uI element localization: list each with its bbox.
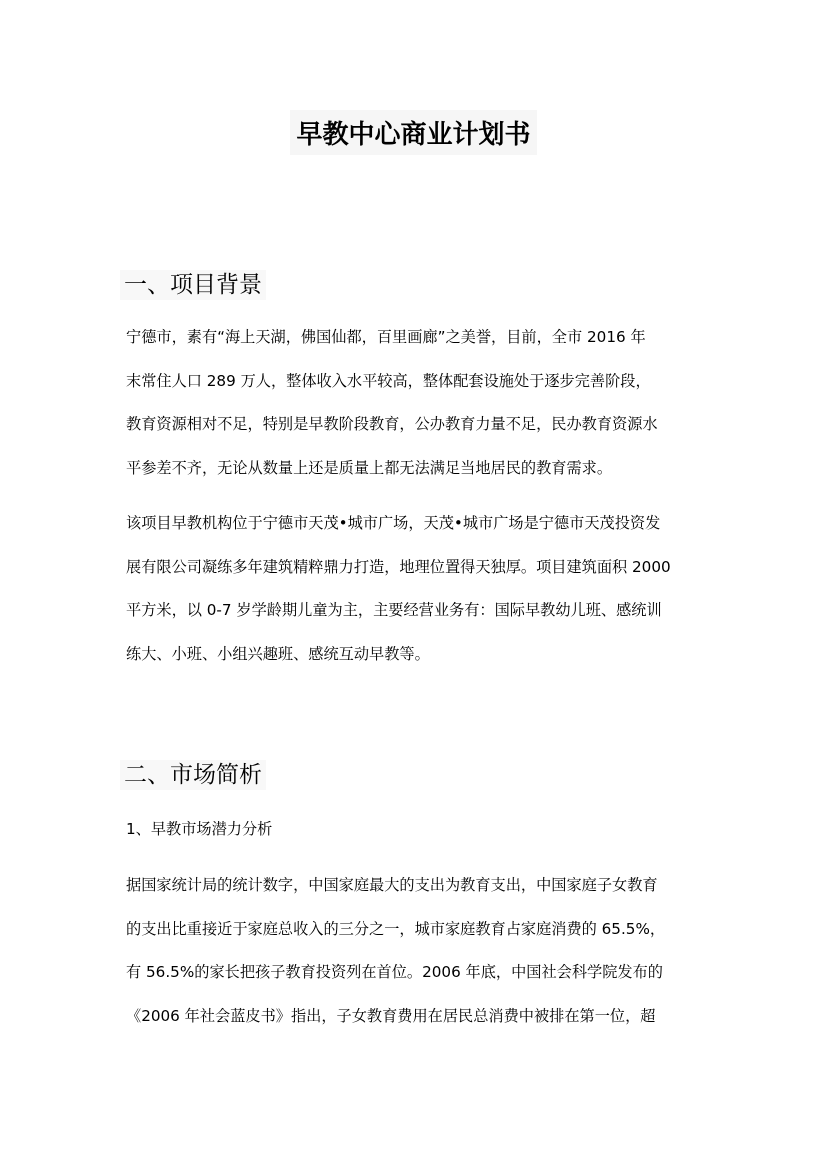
subheading-market-potential: 1、早教市场潜力分析 [126, 820, 273, 838]
document-title [0, 110, 827, 155]
paragraph-line: 有 56.5%的家长把孩子教育投资列在首位。2006 年底，中国社会科学院发布的 [126, 963, 663, 981]
paragraph-line: 平方米，以 0-7 岁学龄期儿童为主，主要经营业务有：国际早教幼儿班、感统训 [126, 601, 662, 619]
paragraph-line: 练大、小班、小组兴趣班、感统互动早教等。 [126, 644, 430, 663]
paragraph-background-2 [126, 502, 712, 676]
paragraph-line: 据国家统计局的统计数字，中国家庭最大的支出为教育支出，中国家庭子女教育 [126, 876, 658, 894]
paragraph-line: 《2006 年社会蓝皮书》指出，子女教育费用在居民总消费中被排在第一位，超 [126, 1006, 656, 1025]
paragraph-line: 的支出比重接近于家庭总收入的三分之一，城市家庭教育占家庭消费的 65.5%， [126, 919, 666, 938]
section-heading-background [120, 266, 266, 299]
document-title-text: 早教中心商业计划书 [290, 110, 536, 155]
paragraph-line: 教育资源相对不足，特别是早教阶段教育，公办教育力量不足，民办教育资源水 [126, 415, 658, 433]
paragraph-line: 展有限公司凝练多年建筑精粹鼎力打造，地理位置得天独厚。项目建筑面积 2000 [126, 557, 671, 576]
section-heading-market-text: 二、市场简析 [120, 760, 266, 790]
paragraph-line: 宁德市，素有“海上天湖，佛国仙都，百里画廊”之美誉，目前，全市 2016 年 [126, 328, 646, 346]
section-heading-background-text: 一、项目背景 [120, 270, 266, 300]
section-heading-market [120, 756, 266, 789]
paragraph-background-1 [126, 316, 712, 490]
paragraph-market-1 [126, 864, 712, 1038]
paragraph-line: 该项目早教机构位于宁德市天茂•城市广场，天茂•城市广场是宁德市天茂投资发 [126, 514, 661, 532]
paragraph-line: 末常住人口 289 万人，整体收入水平较高，整体配套设施处于逐步完善阶段， [126, 371, 651, 390]
paragraph-line: 平参差不齐，无论从数量上还是质量上都无法满足当地居民的教育需求。 [126, 458, 612, 477]
